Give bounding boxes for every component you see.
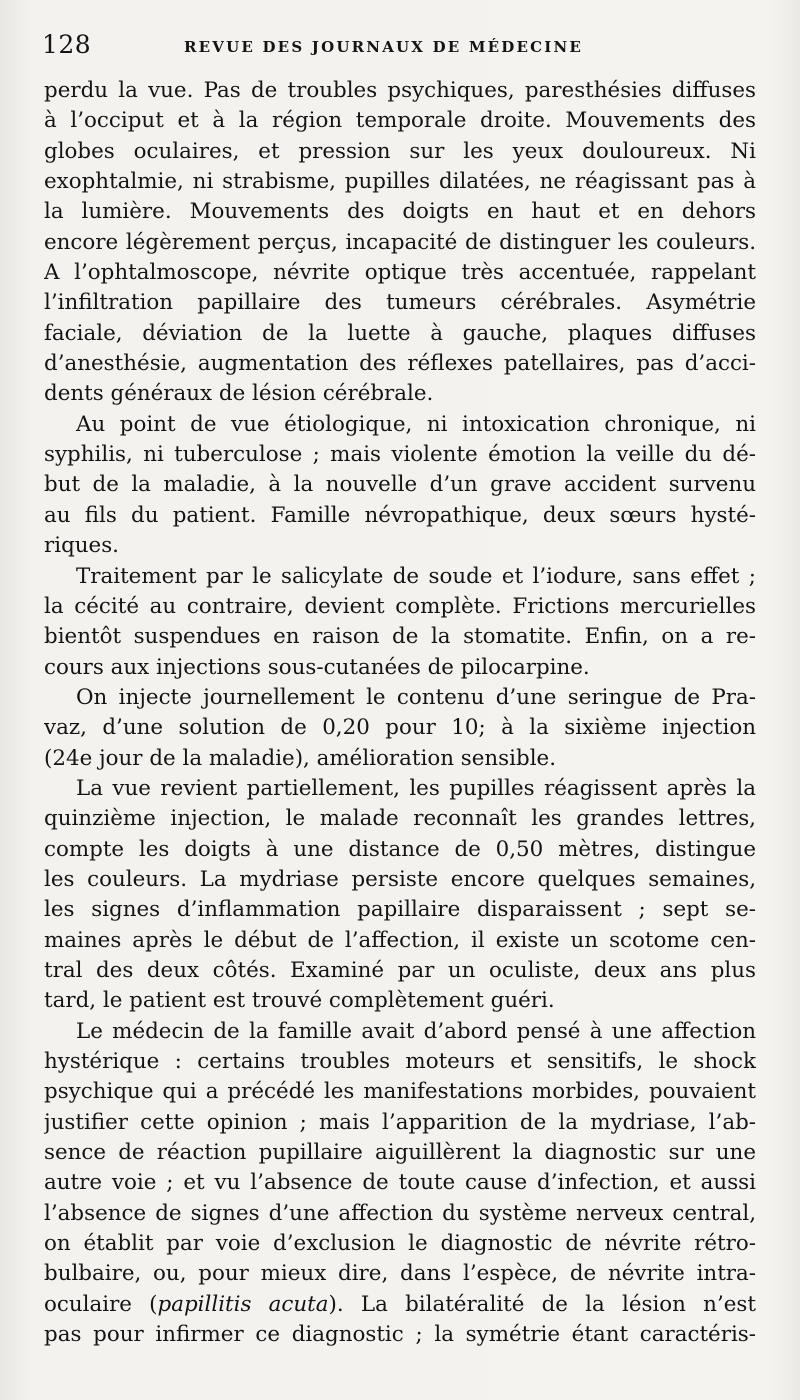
text-line: but de la maladie, à la nouvelle d’un grave accident survenu bbox=[44, 472, 756, 498]
text-line bbox=[44, 1290, 756, 1320]
text-line: maines après le début de l’affection, il existe un scotome cen- bbox=[44, 927, 756, 953]
text-line: faciale, déviation de la luette à gauche, plaques diffuses bbox=[44, 320, 756, 346]
text-line: A l’ophtalmoscope, névrite optique très accentuée, rappelant bbox=[44, 260, 756, 286]
text-line: à l’occiput et à la région temporale droite. Mouvements des bbox=[44, 108, 756, 134]
text-line: sence de réaction pupillaire aiguillèrent la diagnostic sur une bbox=[44, 1140, 756, 1166]
text-line: cours aux injections sous-cutanées de pilocarpine. bbox=[44, 654, 590, 680]
page-number: 128 bbox=[42, 30, 92, 59]
article-body bbox=[44, 76, 756, 1350]
text-line: encore légèrement perçus, incapacité de distinguer les couleurs. bbox=[44, 229, 756, 255]
text-line: tard, le patient est trouvé complètement guéri. bbox=[44, 988, 555, 1014]
text-line: les couleurs. La mydriase persiste encore quelques semaines, bbox=[44, 866, 756, 892]
text-line: pas pour infirmer ce diagnostic ; la symétrie étant caractéris- bbox=[44, 1322, 756, 1348]
text-line: syphilis, ni tuberculose ; mais violente émotion la veille du dé- bbox=[44, 442, 756, 468]
text-line: les signes d’inflammation papillaire disparaissent ; sept se- bbox=[44, 897, 756, 923]
text-line: tral des deux côtés. Examiné par un oculiste, deux ans plus bbox=[44, 957, 756, 983]
text-line: justifier cette opinion ; mais l’apparition de la mydriase, l’ab- bbox=[44, 1109, 756, 1135]
text-line: psychique qui a précédé les manifestations morbides, pouvaient bbox=[44, 1079, 756, 1105]
text-line: On injecte journellement le contenu d’une seringue de Pra- bbox=[76, 684, 756, 710]
text-line: hystérique : certains troubles moteurs et sensitifs, le shock bbox=[44, 1049, 756, 1074]
text-line: globes oculaires, et pression sur les yeux douloureux. Ni bbox=[44, 138, 756, 164]
text-line: l’infiltration papillaire des tumeurs cérébrales. Asymétrie bbox=[44, 290, 756, 316]
text-line: Le médecin de la famille avait d’abord pensé à une affection bbox=[76, 1018, 756, 1044]
text-line: bulbaire, ou, pour mieux dire, dans l’espèce, de névrite intra- bbox=[44, 1261, 756, 1287]
text-line: bientôt suspendues en raison de la stomatite. Enfin, on a re- bbox=[44, 624, 756, 650]
running-head bbox=[42, 30, 758, 64]
text-line: exophtalmie, ni strabisme, pupilles dilatées, ne réagissant pas à bbox=[44, 169, 756, 195]
text-line: Au point de vue étiologique, ni intoxication chronique, ni bbox=[76, 411, 756, 437]
text-line: (24e jour de la maladie), amélioration sensible. bbox=[44, 745, 556, 771]
text-line: au fils du patient. Famille névropathique, deux sœurs hysté- bbox=[44, 502, 756, 528]
text-segment: ). La bilatéralité de la lésion n’est bbox=[328, 1291, 756, 1317]
journal-title: REVUE DES JOURNAUX DE MÉDECINE bbox=[184, 38, 584, 56]
latin-term: papillitis acuta bbox=[157, 1291, 329, 1317]
text-line: vaz, d’une solution de 0,20 pour 10; à la sixième injection bbox=[44, 715, 756, 741]
text-line: La vue revient partiellement, les pupilles réagissent après la bbox=[76, 775, 756, 801]
text-line: la lumière. Mouvements des doigts en haut et en dehors bbox=[44, 199, 756, 225]
text-segment: oculaire ( bbox=[44, 1291, 158, 1317]
text-line: autre voie ; et vu l’absence de toute cause d’infection, et aussi bbox=[44, 1170, 756, 1196]
text-line: on établit par voie d’exclusion le diagnostic de névrite rétro- bbox=[44, 1231, 756, 1257]
text-line: l’absence de signes d’une affection du système nerveux central, bbox=[44, 1200, 756, 1226]
text-line: compte les doigts à une distance de 0,50 mètres, distingue bbox=[44, 836, 756, 862]
text-line: Traitement par le salicylate de soude et l’iodure, sans effet ; bbox=[76, 563, 756, 589]
text-line: perdu la vue. Pas de troubles psychiques, paresthésies diffuses bbox=[44, 78, 756, 103]
text-line: dents généraux de lésion cérébrale. bbox=[44, 381, 434, 407]
text-line: riques. bbox=[44, 533, 119, 559]
text-line: d’anesthésie, augmentation des réflexes patellaires, pas d’acci- bbox=[44, 351, 756, 377]
text-line: quinzième injection, le malade reconnaît les grandes lettres, bbox=[44, 806, 756, 832]
text-line: la cécité au contraire, devient complète. Frictions mercurielles bbox=[44, 593, 756, 619]
